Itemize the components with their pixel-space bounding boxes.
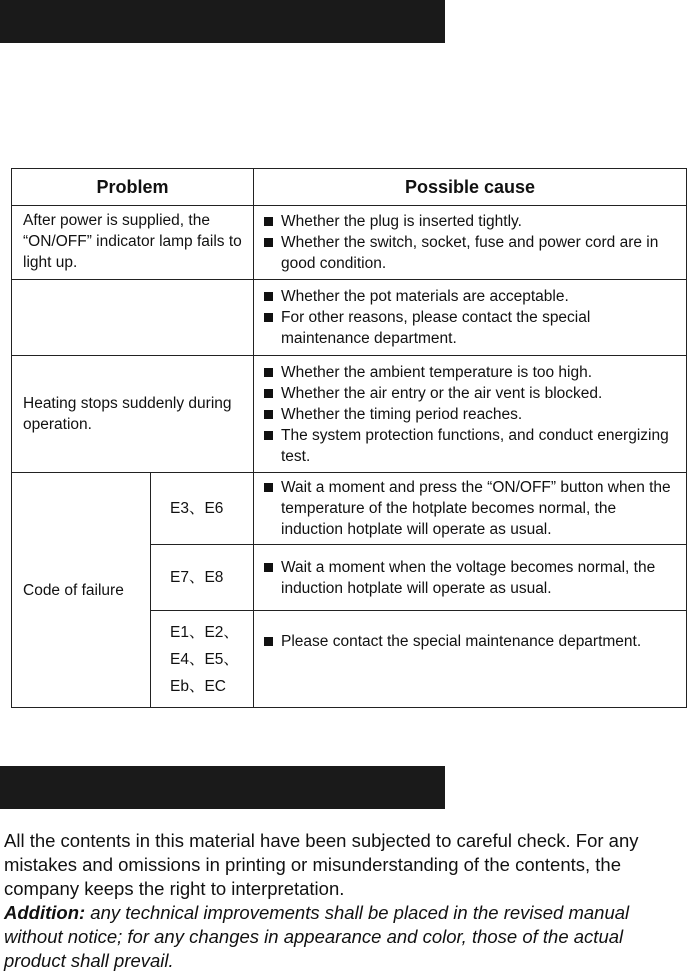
disclaimer-text: All the contents in this material have been subjected to careful check. For any mistakes and omissions in printing or misunderstanding of the contents, the company keeps the right to interpretation.: [4, 830, 639, 899]
table-row: [12, 356, 687, 473]
cause-cell: [254, 206, 687, 280]
failure-code-line: E1、E2、: [170, 623, 239, 641]
addition-label: Addition:: [4, 902, 86, 923]
cause-cell: [254, 356, 687, 473]
list-item: For other reasons, please contact the special maintenance department.: [264, 307, 680, 349]
list-item: Whether the switch, socket, fuse and power cord are in good condition.: [264, 232, 680, 274]
failure-code: E3、E6: [151, 473, 254, 545]
failure-code-label: Code of failure: [12, 473, 151, 708]
problem-cell: After power is supplied, the “ON/OFF” indicator lamp fails to light up.: [12, 206, 254, 280]
list-item: Whether the plug is inserted tightly.: [264, 211, 680, 232]
section-header-bar: [0, 0, 445, 43]
troubleshooting-table: [11, 168, 687, 708]
cause-cell: [254, 611, 687, 708]
cause-cell: [254, 473, 687, 545]
addition-text: any technical improvements shall be placed in the revised manual without notice; for any changes in appearance and color, those of the actual product shall prevail.: [4, 902, 630, 971]
list-item: Whether the timing period reaches.: [264, 404, 680, 425]
problem-cell: Heating stops suddenly during operation.: [12, 356, 254, 473]
problem-column-header: Problem: [12, 169, 254, 206]
table-row: [12, 206, 687, 280]
list-item: Whether the air entry or the air vent is blocked.: [264, 383, 680, 404]
disclaimer-notice: [4, 829, 688, 973]
list-item: Whether the ambient temperature is too high.: [264, 362, 680, 383]
failure-code-line: E4、E5、: [170, 650, 239, 668]
failure-code: [151, 611, 254, 708]
failure-code: E7、E8: [151, 545, 254, 611]
list-item: Wait a moment and press the “ON/OFF” button when the temperature of the hotplate becomes normal, the induction hotplate will operate as usual.: [264, 477, 680, 540]
addition-note: [4, 902, 629, 971]
table-row: [12, 280, 687, 356]
problem-cell: [12, 280, 254, 356]
list-item: The system protection functions, and conduct energizing test.: [264, 425, 680, 467]
cause-column-header: Possible cause: [254, 169, 687, 206]
list-item: Wait a moment when the voltage becomes normal, the induction hotplate will operate as usual.: [264, 557, 680, 599]
cause-cell: [254, 545, 687, 611]
table-row: [12, 473, 687, 545]
list-item: Please contact the special maintenance department.: [264, 631, 680, 652]
cause-cell: [254, 280, 687, 356]
section-header-bar: [0, 766, 445, 809]
list-item: Whether the pot materials are acceptable.: [264, 286, 680, 307]
failure-code-line: Eb、EC: [170, 677, 226, 695]
